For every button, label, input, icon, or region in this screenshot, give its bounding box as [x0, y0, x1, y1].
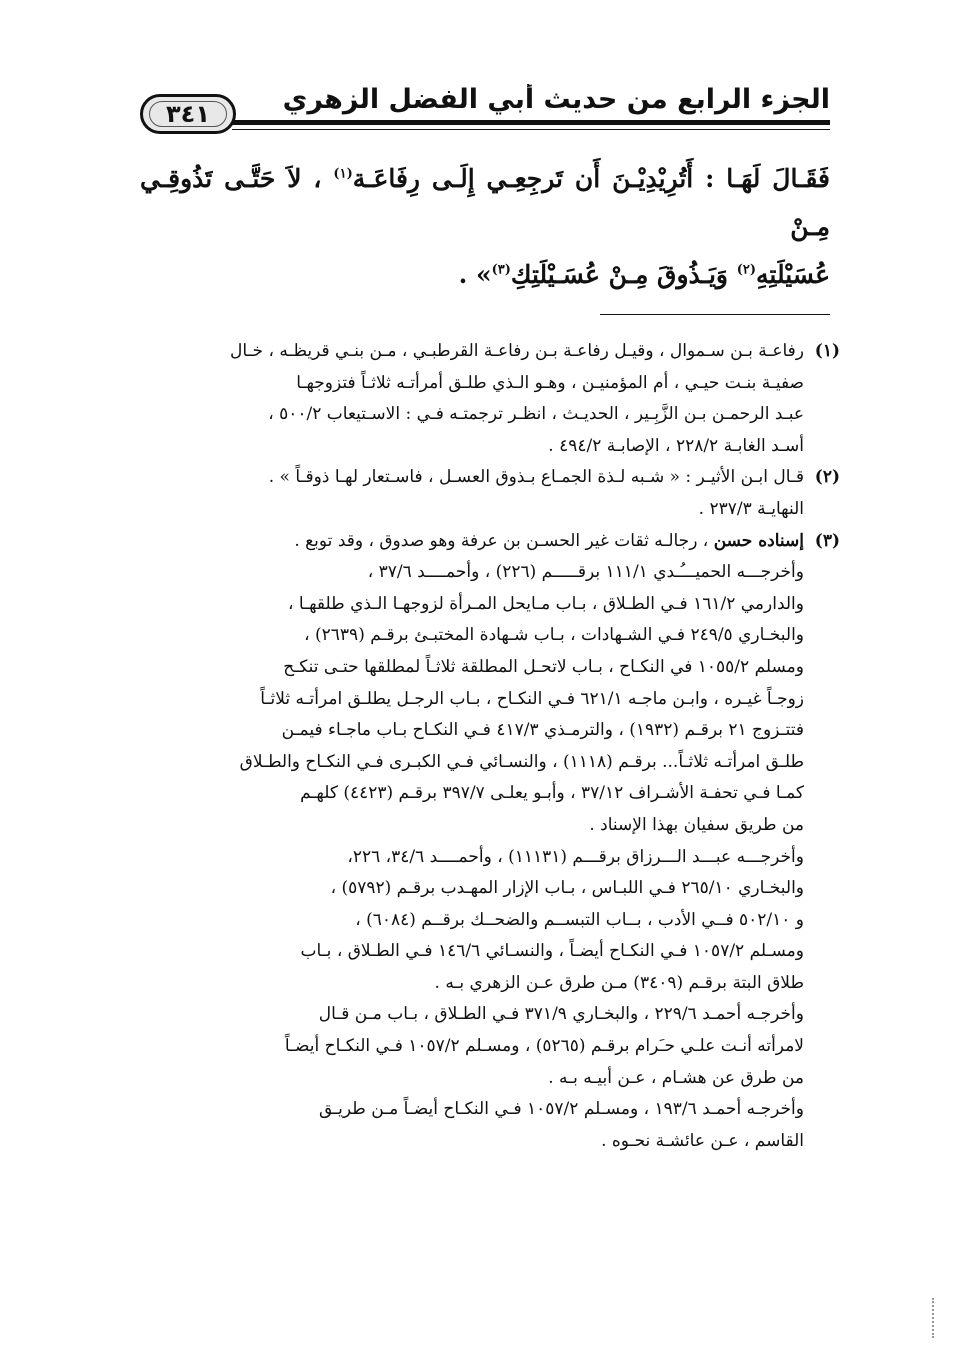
- footnote-line: رفاعـة بـن سـموال ، وقيـل رفاعـة بـن رفاعـة القرطبـي ، مـن بنـي قريظـه ، خـال: [230, 341, 804, 361]
- footnote-line: عبـد الرحمـن بـن الزَّبِـير ، الحديـث ، انظـر ترجمتـه فـي : الاسـتيعاب ٥٠٠/٢ ،: [268, 404, 804, 425]
- footnote-marker: (١): [814, 341, 840, 361]
- footnote-line: النهايـة ٢٣٧/٣ .: [698, 498, 804, 519]
- footnote-line: والبخـاري ٢٦٥/١٠ فـي اللبـاس ، بـاب الإزار المهـدب برقـم (٥٧٩٢) ،: [330, 878, 804, 899]
- header-rule: [232, 120, 830, 130]
- main-text: [140, 155, 830, 299]
- footnote-line: والدارمي ١٦١/٢ فـي الطـلاق ، بـاب مـايحل المـرأة لزوجهـا الـذي طلقهـا ،: [288, 593, 804, 614]
- footnote-line: إسناده حسن ، رجالـه ثقات غير الحسـن بن عرفة وهو صدوق ، وقد توبع .: [294, 530, 804, 551]
- footnote-line: و ٥٠٢/١٠ فــي الأدب ، بــاب التبســم والضحــك برقــم (٦٠٨٤) ،: [355, 909, 804, 930]
- takhrij-paragraph: [140, 557, 804, 841]
- footnote-line: طلـق امرأتـه ثلاثـاً... برقـم (١١١٨) ، والنسـائي فـي الكبـرى فـي النكـاح والطـلاق: [239, 751, 804, 772]
- footnote-line: من طرق عن هشـام ، عـن أبيـه بـه .: [548, 1067, 804, 1088]
- page-number-badge: [140, 94, 236, 134]
- footnote-line: أسـد الغابـة ٢٢٨/٢ ، الإصابـة ٤٩٤/٢ .: [548, 435, 804, 456]
- footnote-line: والبخـاري ٢٤٩/٥ فـي الشـهادات ، بـاب شـهادة المختبـئ برقـم (٢٦٣٩) ،: [304, 625, 804, 646]
- takhrij-paragraph: [140, 999, 804, 1094]
- footnote-2: [140, 462, 840, 525]
- footnote-line: القاسم ، عـن عائشـة نحـوه .: [601, 1130, 804, 1151]
- footnote-line: لامرأته أنـت علـي حـَرام برقـم (٥٢٦٥) ، ومسـلم ١٠٥٧/٢ فـي النكـاح أيضـاً: [284, 1036, 804, 1057]
- footnote-line: كمـا فـي تحفـة الأشـراف ٣٧/١٢ ، وأبـو يعلـى ٣٩٧/٧ برقـم (٤٤٢٣) كلهـم: [300, 783, 804, 804]
- footnote-line: ومسـلم ١٠٥٧/٢ فـي النكـاح أيضـاً ، والنسـائي ١٤٦/٦ فـي الطـلاق ، بـاب: [300, 941, 804, 962]
- footnote-marker: (٣): [814, 530, 840, 551]
- footnote-line: وأخرجـــه الحميـــُـدي ١١١/١ برقـــــم (٢٢٦) ، وأحمــــد ٣٧/٦ ،: [367, 562, 804, 583]
- page-header: [140, 84, 830, 142]
- footnote-line: وأخرجـه أحمـد ٢٢٩/٦ ، والبخـاري ٣٧١/٩ فـي الطـلاق ، بـاب مـن قـال: [318, 1004, 804, 1025]
- footnote-line: زوجـاً غيـره ، وابـن ماجـه ٦٢١/١ فـي النكـاح ، بـاب الرجـل يطلـق امرأتـه ثلاثـاً: [260, 688, 804, 709]
- footnote-line: ومسلم ١٠٥٥/٢ في النكـاح ، بـاب لاتحـل المطلقة ثلاثـاً لمطلقها حتـى تنكـح: [283, 656, 804, 677]
- footnote-line: من طريق سفيان بهذا الإسناد .: [589, 814, 804, 835]
- footnotes: [140, 336, 840, 1157]
- footnote-ref-3: (٣): [491, 262, 511, 278]
- footnote-1: [140, 336, 840, 462]
- footnote-3: [140, 526, 840, 1158]
- isnad-grade: إسناده حسن: [713, 530, 804, 551]
- footnote-ref-1: (١): [333, 166, 353, 182]
- footnote-ref-2: (٢): [736, 262, 756, 278]
- running-title: الجزء الرابع من حديث أبي الفضل الزهري: [282, 84, 830, 115]
- takhrij-paragraph: [140, 1094, 804, 1157]
- footnote-separator: [600, 314, 830, 315]
- main-text-line: عُسَيْلَتِهِ$^{(٢)}$ وَيَـذُوقَ مِـنْ عُسَـيْلَتِكِ$^{(٣)}$» .: [458, 260, 830, 289]
- page-number: ٣٤١: [166, 100, 210, 128]
- main-text-line: فَقَـالَ لَهَـا : أَتُرِيْدِيْـنَ أَن تَرجِعِـي إِلَـى رِفَاعَـة$^{(١)}$ ، لاَ حَتَّـى تَذُوقِـي مِـنْ: [140, 164, 830, 241]
- scan-edge-mark: [932, 1298, 946, 1338]
- footnote-line: صفيـة بنـت حيـي ، أم المؤمنيـن ، وهـو الـذي طلـق أمرأتـه ثلاثـاً فتزوجهـا: [296, 372, 804, 393]
- footnote-line: وأخرجـه أحمـد ١٩٣/٦ ، ومسـلم ١٠٥٧/٢ فـي النكـاح أيضـاً مـن طريـق: [318, 1099, 804, 1120]
- footnote-marker: (٢): [814, 467, 840, 488]
- footnote-line: وأخرجـــه عبـــد الـــرزاق برقـــم (١١١٣١) ، وأحمــــد ٣٤/٦، ٢٢٦،: [347, 846, 804, 867]
- footnote-line: قـال ابـن الأثيـر : « شـبه لـذة الجمـاع بـذوق العسـل ، فاسـتعار لهـا ذوقـاً » .: [268, 467, 804, 488]
- footnote-line: طلاق البتة برقـم (٣٤٠٩) مـن طرق عـن الزهري بـه .: [434, 972, 804, 993]
- takhrij-paragraph: [140, 842, 804, 1000]
- footnote-line: فتتـزوج ٢١ برقـم (١٩٣٢) ، والترمـذي ٤١٧/٣ فـي النكـاح بـاب ماجـاء فيمـن: [281, 720, 804, 741]
